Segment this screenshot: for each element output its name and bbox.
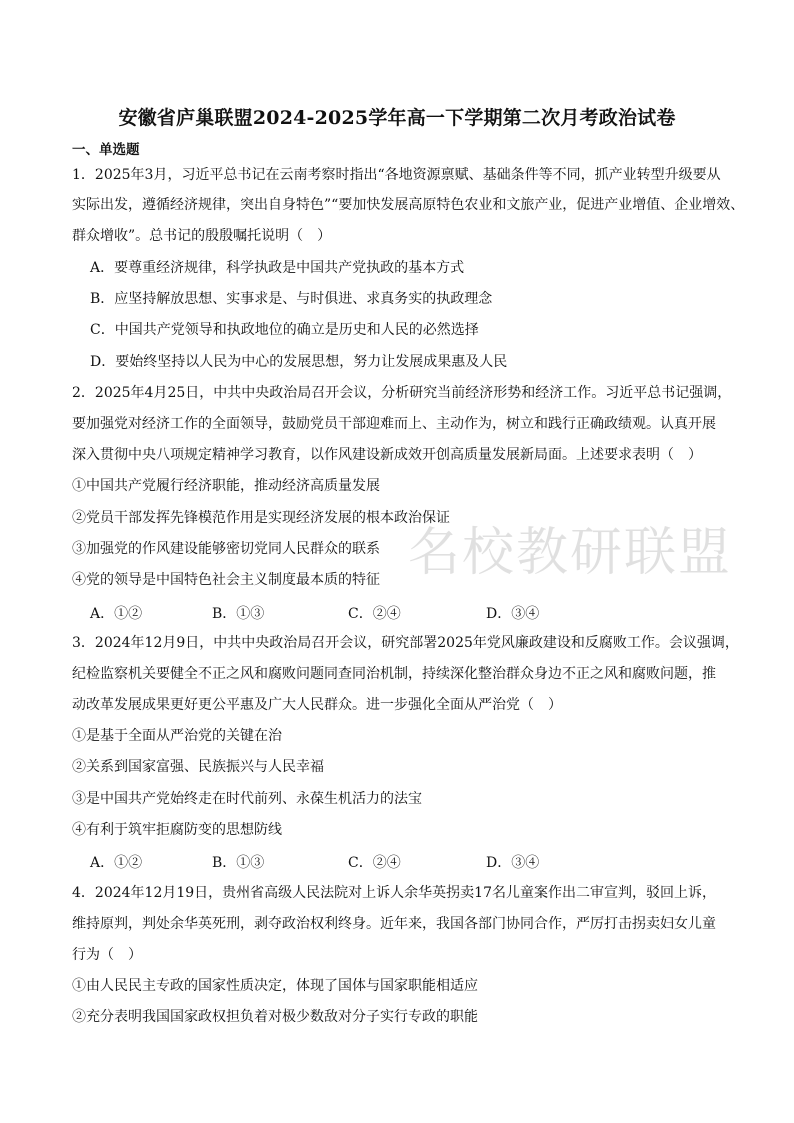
question-2-choice-d: D．③④ bbox=[486, 606, 540, 622]
question-3-line-1: 3．2024年12月9日，中共中央政治局召开会议，研究部署2025年党风廉政建设和反腐败工作。会议强调， bbox=[72, 635, 739, 651]
section-heading: 一、单选题 bbox=[72, 142, 140, 158]
question-2-item-3: ③加强党的作风建设能够密切党同人民群众的联系 bbox=[72, 541, 380, 557]
question-2-choice-a: A．①② bbox=[90, 606, 143, 622]
question-2-choices bbox=[90, 603, 690, 621]
question-4-line-1: 4．2024年12月19日，贵州省高级人民法院对上诉人余华英拐卖17名儿童案作出二审宣判，驳回上诉， bbox=[72, 885, 716, 901]
question-2-line-2: 要加强党对经济工作的全面领导，鼓励党员干部迎难而上、主动作为，树立和践行正确政绩观。认真开展 bbox=[72, 416, 716, 432]
question-4-item-2: ②充分表明我国国家政权担负着对极少数敌对分子实行专政的职能 bbox=[72, 1009, 478, 1025]
question-1-line-3: 群众增收”。总书记的殷殷嘱托说明（ ） bbox=[72, 228, 332, 244]
question-2-item-1: ①中国共产党履行经济职能，推动经济高质量发展 bbox=[72, 478, 380, 494]
question-1-line-2: 实际出发，遵循经济规律，突出自身特色”“要加快发展高原特色农业和文旅产业，促进产业增值、企业增效、 bbox=[72, 197, 745, 213]
question-3-line-2: 纪检监察机关要健全不正之风和腐败问题同查同治机制，持续深化整治群众身边不正之风和腐败问题，推 bbox=[72, 666, 716, 682]
question-3-item-2: ②关系到国家富强、民族振兴与人民幸福 bbox=[72, 759, 324, 775]
question-2-line-1: 2．2025年4月25日，中共中央政治局召开会议，分析研究当前经济形势和经济工作。习近平总书记强调， bbox=[72, 385, 732, 401]
question-1-line-1: 1．2025年3月，习近平总书记在云南考察时指出“各地资源禀赋、基础条件等不同，抓产业转型升级要从 bbox=[72, 167, 721, 183]
question-3-item-1: ①是基于全面从严治党的关键在治 bbox=[72, 728, 282, 744]
page-title: 安徽省庐巢联盟2024-2025学年高一下学期第二次月考政治试卷 bbox=[118, 107, 676, 129]
question-2-line-3: 深入贯彻中央八项规定精神学习教育，以作风建设新成效开创高质量发展新局面。上述要求表明（ ） bbox=[72, 447, 702, 463]
question-3-line-3: 动改革发展成果更好更公平惠及广大人民群众。进一步强化全面从严治党（ ） bbox=[72, 697, 562, 713]
question-3-item-3: ③是中国共产党始终走在时代前列、永葆生机活力的法宝 bbox=[72, 791, 422, 807]
question-1-option-b: B．应坚持解放思想、实事求是、与时俱进、求真务实的执政理念 bbox=[90, 291, 493, 307]
question-2-item-4: ④党的领导是中国特色社会主义制度最本质的特征 bbox=[72, 572, 380, 588]
question-1-option-c: C．中国共产党领导和执政地位的确立是历史和人民的必然选择 bbox=[90, 322, 479, 338]
question-2-choice-c: C．②④ bbox=[348, 606, 401, 622]
question-3-choice-c: C．②④ bbox=[348, 855, 401, 871]
question-3-choice-b: B．①③ bbox=[212, 855, 265, 871]
question-4-line-3: 行为（ ） bbox=[72, 947, 142, 963]
question-3-item-4: ④有利于筑牢拒腐防变的思想防线 bbox=[72, 822, 282, 838]
question-2-item-2: ②党员干部发挥先锋模范作用是实现经济发展的根本政治保证 bbox=[72, 510, 450, 526]
question-4-line-2: 维持原判，判处余华英死刑，剥夺政治权利终身。近年来，我国各部门协同合作，严厉打击拐卖妇女儿童 bbox=[72, 916, 716, 932]
question-3-choices bbox=[90, 852, 690, 870]
question-3-choice-d: D．③④ bbox=[486, 855, 540, 871]
question-4-item-1: ①由人民民主专政的国家性质决定，体现了国体与国家职能相适应 bbox=[72, 978, 478, 994]
question-3-choice-a: A．①② bbox=[90, 855, 143, 871]
question-1-option-d: D．要始终坚持以人民为中心的发展思想，努力让发展成果惠及人民 bbox=[90, 354, 508, 370]
question-1-option-a: A．要尊重经济规律，科学执政是中国共产党执政的基本方式 bbox=[90, 260, 465, 276]
question-2-choice-b: B．①③ bbox=[212, 606, 265, 622]
watermark: 名校教研联盟 bbox=[408, 523, 733, 583]
